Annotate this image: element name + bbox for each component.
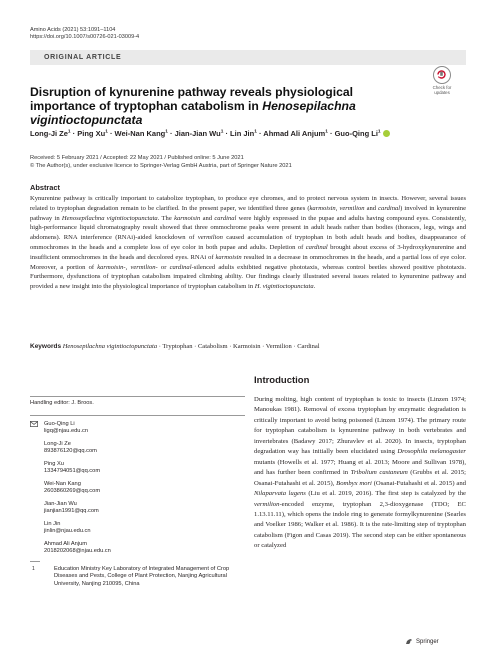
keyword-item: Tryptophan bbox=[162, 343, 193, 350]
italic-term: cardinal bbox=[378, 204, 401, 212]
check-updates-icon bbox=[433, 66, 451, 84]
author-name: Long-Ji Ze bbox=[30, 129, 68, 138]
text-run: resulted in a decrease in ommochromes in the heads, and a partial loss of eye color. Moreover, a portion of bbox=[30, 253, 466, 271]
keyword-item: Catabolism bbox=[197, 343, 228, 350]
contact-entry bbox=[44, 481, 245, 496]
author-list: Long-Ji $Ze^1$ · Ping $Xu^1 \cdot Wei-Nan$ Kang$^1$ · Jian-Jian $Wu^1$ · Lin Jin$^1$ · Ahmad Ali Anjum$^1$ · Guo-Qing Li$^1$ bbox=[30, 129, 470, 138]
keyword-item: Cardinal bbox=[297, 343, 320, 350]
contact-name: Jian-Jian Wu bbox=[44, 500, 77, 507]
contact-email[interactable]: 2603860269@qq.com bbox=[44, 488, 101, 494]
contact-email[interactable]: jinlin@njau.edu.cn bbox=[44, 528, 91, 534]
contact-entry bbox=[44, 521, 245, 536]
publication-dates bbox=[30, 154, 292, 171]
abstract-text bbox=[30, 194, 466, 292]
text-run: brought about excess of 3-hydroxykynurenine and insufficient ommochromes in the heads and decolored eyes. RNAi of bbox=[30, 243, 467, 261]
author-affiliation-mark: 1 bbox=[220, 129, 224, 135]
history-dates: Received: 5 February 2021 / Accepted: 22 May 2021 / Published online: 5 June 2021 bbox=[30, 155, 244, 161]
author-name: Guo-Qing Li bbox=[334, 129, 378, 138]
italic-term: karmoisin bbox=[309, 204, 336, 212]
italic-term: cardinal bbox=[305, 243, 328, 251]
italic-term: vermilion bbox=[254, 500, 280, 508]
contact-email[interactable]: ligq@njau.edu.cn bbox=[44, 428, 89, 434]
contact-email[interactable]: 2018202068@njau.edu.cn bbox=[44, 548, 111, 554]
publisher-name: Springer bbox=[416, 638, 439, 645]
contact-name: Wei-Nan Kang bbox=[44, 480, 81, 487]
article-type-band: ORIGINAL ARTICLE bbox=[30, 50, 466, 65]
copyright-notice: © The Author(s), under exclusive licence to Springer-Verlag GmbH Austria, part of Springer Nature 2021 bbox=[30, 163, 292, 170]
affiliation-marker: 1 bbox=[32, 565, 35, 572]
italic-term: Bombyx mori bbox=[336, 479, 372, 487]
text-run: , bbox=[335, 204, 340, 212]
contact-entry bbox=[44, 541, 245, 556]
italic-term: cardinal bbox=[169, 263, 192, 271]
italic-term: Nilaparvata lugens bbox=[254, 490, 306, 498]
keywords-line: Keywords Henosepilachna vigintioctopunctata · Tryptophan · Catabolism · Karmoisin · Vermilion · Cardinal bbox=[30, 343, 320, 350]
contact-email[interactable]: 1334794051@qq.com bbox=[44, 468, 101, 474]
text-run: caused accumulation of tryptophan in both adult heads and bodies, disappearance of ommochromes in the heads and a complete loss of eye color in both pupae and adults. Depletion of bbox=[30, 234, 466, 251]
text-run: , bbox=[125, 263, 131, 271]
handling-editor: Handling editor: J. Broos. bbox=[30, 400, 94, 406]
text-run: . The bbox=[157, 214, 175, 222]
introduction-heading: Introduction bbox=[254, 375, 310, 386]
abstract-heading: Abstract bbox=[30, 183, 60, 192]
text-run: were highly expressed in the pupae and adults having compound eyes. Consistently, high-performance liquid chromatography result showed that three ommochrome peaks were present in adult heads rather than bodies (thoraces, legs, wings and abdomens). RNA interference (RNAi)-aided knockdown of bbox=[30, 214, 466, 242]
text-run: (Osanai-Futahashi et al. 2015) and bbox=[371, 479, 466, 487]
text-run: . bbox=[313, 283, 316, 291]
italic-term: cardinal bbox=[214, 214, 237, 222]
contact-name: Long-Ji Ze bbox=[44, 440, 71, 447]
italic-term: karmoisin bbox=[174, 214, 201, 222]
text-run: or bbox=[157, 263, 170, 271]
text-run: mutants (Howells et al. 1977; Huang et al. 2013; Moore and Sullivan 1978), and has further been confirmed in bbox=[254, 458, 466, 477]
author-name: Wei-Nan Kang bbox=[114, 129, 166, 138]
italic-term: karmoisin bbox=[215, 253, 242, 261]
author-affiliation-mark: 1 bbox=[105, 129, 108, 135]
introduction-text bbox=[254, 395, 466, 552]
contact-name: Ahmad Ali Anjum bbox=[44, 540, 87, 547]
italic-term: Henosepilachna vigintioctopunctata bbox=[61, 214, 158, 222]
author-affiliation-mark: 1 bbox=[325, 129, 328, 135]
check-updates-label: Check for updates bbox=[432, 85, 452, 95]
text-run: (Liu et al. 2019, 2016). The first step is catalyzed by the bbox=[305, 490, 466, 498]
keyword-item: Vermilion bbox=[265, 343, 292, 350]
text-run: Kynurenine pathway is critically important to catabolize tryptophan, to produce eye chromes, and to protect nervous system in insects. However, several issues related to tryptophan degradation remain to be clarified. In the present paper, we identified three genes ( bbox=[30, 195, 466, 212]
contact-email[interactable]: jianjian1991@qq.com bbox=[44, 508, 99, 514]
contact-email[interactable]: 893876120@qq.com bbox=[44, 448, 97, 454]
text-run: and bbox=[200, 214, 215, 222]
publisher-footer bbox=[405, 638, 439, 645]
author-affiliation-mark: 1 bbox=[165, 129, 168, 135]
italic-term: H. vigintioctopunctata bbox=[254, 283, 314, 291]
author-name: Ping Xu bbox=[77, 129, 106, 138]
keyword-item: Henosepilachna vigintioctopunctata bbox=[62, 343, 158, 350]
contact-list bbox=[30, 421, 245, 556]
envelope-icon bbox=[30, 421, 38, 427]
italic-term: vermilion bbox=[197, 234, 223, 242]
italic-term: vermilion- bbox=[130, 263, 158, 271]
text-run: ) involved in kynurenine pathway in bbox=[30, 204, 466, 222]
keywords-label: Keywords bbox=[30, 343, 62, 350]
contact-name: Guo-Qing Li bbox=[44, 420, 75, 427]
contact-name: Ping Xu bbox=[44, 460, 64, 467]
journal-citation: Amino Acids (2021) 53:1091–1104 bbox=[30, 27, 116, 33]
check-for-updates-badge[interactable] bbox=[427, 66, 457, 95]
affiliation-footnote bbox=[30, 566, 245, 589]
author-affiliation-mark: 1 bbox=[254, 129, 257, 135]
keyword-item: Karmoisin bbox=[233, 343, 261, 350]
paper-title: Disruption of kynurenine pathway reveals physiological importance of tryptophan catabolism in Henosepilachna vigintioctopunctata bbox=[30, 85, 356, 127]
author-affiliation-mark: 1 bbox=[377, 129, 381, 135]
author-name: Jian-Jian Wu bbox=[174, 129, 221, 138]
author-affiliation-mark: 1 bbox=[67, 129, 71, 135]
orcid-icon[interactable] bbox=[383, 130, 390, 137]
footnote-column bbox=[30, 396, 245, 588]
contact-entry bbox=[44, 461, 245, 476]
springer-horse-icon bbox=[405, 638, 413, 645]
italic-term: karmoisin- bbox=[97, 263, 126, 271]
text-run: -silenced adults exhibited negative phototaxis, whereas control beetles showed positive phototaxis. Furthermore, dysfunctions of tryptophan catabolism impaired climbing ability. Our findings clearly illustrated several issues related to kynurenine pathway and provided a new insight into the physiological importance of tryptophan catabolism in bbox=[30, 263, 466, 291]
contact-entry bbox=[44, 421, 245, 436]
italic-term: Tribolium castaneum bbox=[350, 469, 408, 477]
journal-reference bbox=[30, 27, 139, 42]
doi-link[interactable]: https://doi.org/10.1007/s00726-021-03009-4 bbox=[30, 34, 140, 41]
affiliation-text: Education Ministry Key Laboratory of Integrated Management of Crop Diseases and Pests, College of Plant Protection, Nanjing Agricultural University, Nanjing 210095, China bbox=[54, 565, 230, 587]
text-run: -encoded enzyme, tryptophan 2,3-dioxygenase (TDO; EC 1.13.11.11), which opens the indole ring to generate formylkynurenine (Searles and Voelker 1986; Walker et al. 1986). It is the rate-limiting step of tryptophan catabolism (Figon and Casas 2019). The second step can be either spontaneous or catalyzed bbox=[254, 500, 466, 550]
text-run: and bbox=[364, 204, 379, 212]
contact-name: Lin Jin bbox=[44, 520, 61, 527]
contact-entry bbox=[44, 441, 245, 456]
author-name: Ahmad Ali Anjum bbox=[263, 129, 326, 138]
italic-term: vermilion bbox=[339, 204, 365, 212]
text-run: During molting, high content of tryptophan is toxic to insects (Linzen 1974; Manoukas 1981). Removal of excess tryptophan by enzymatic degradation is critically important to avoid being poisoned (Linzen 1974). The primary route for tryptophan catabolism is kynurenine pathway in both vertebrates and invertebrates (Badawy 2017; Zhuravlev et al. 2020). In insects, tryptophan degradation way has initially been elucidated using bbox=[254, 396, 466, 456]
italic-term: Drosophila melanogaster bbox=[397, 448, 466, 456]
text-run: (Grubbs et al. 2015; Osanai-Futahashi et al. 2015), bbox=[254, 469, 467, 487]
title-species: Henosepilachna vigintioctopunctata bbox=[30, 99, 356, 127]
author-name: Lin Jin bbox=[230, 129, 255, 138]
contact-entry bbox=[44, 501, 245, 516]
